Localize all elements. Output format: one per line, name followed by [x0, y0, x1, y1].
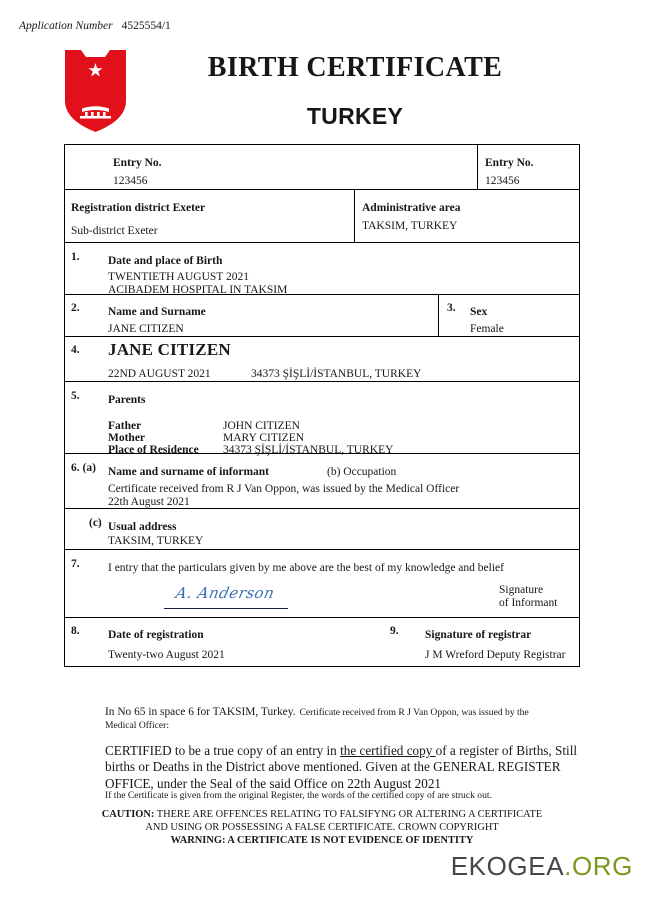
father-value: JOHN CITIZEN: [223, 420, 300, 432]
registrar-value: J M Wreford Deputy Registrar: [425, 649, 566, 661]
no65-small-text: Certificate received from R J Van Oppon, was issued by the: [299, 707, 529, 718]
declaration-statement: I entry that the particulars given by me above are the best of my knowledge and belief: [108, 562, 504, 574]
item-3-label: Sex: [470, 306, 488, 318]
divider: [354, 190, 355, 242]
certified-text-3: or Deaths in the District above mentioned. Given at the GENERAL REGISTER OFFICE, under: [105, 759, 561, 791]
application-number-value: 4525554/1: [121, 20, 171, 32]
entry-no-label: Entry No.: [113, 157, 162, 169]
informant-signature-text: A. Anderson: [174, 584, 277, 602]
divider: [477, 145, 478, 189]
informant-line-1: Certificate received from R J Van Oppon, was issued by the Medical Officer: [108, 483, 460, 495]
row-parents: [65, 382, 579, 454]
no65-paragraph: [105, 702, 583, 733]
entry-no-value-right: 123456: [485, 175, 520, 187]
caution-bold-label: CAUTION:: [101, 809, 155, 820]
place-of-residence-value: 34373 ŞİŞLİ/İSTANBUL, TURKEY: [223, 444, 394, 456]
certificate-table: [64, 144, 580, 667]
ekogea-logo-tld: .ORG: [564, 851, 633, 881]
item-7-number: 7.: [71, 558, 80, 570]
registration-date-value: 22ND AUGUST 2021: [108, 368, 211, 380]
registration-place-value: 34373 ŞİŞLİ/İSTANBUL, TURKEY: [251, 368, 422, 380]
certified-text-4: the Seal of the said Office on 22th August 2021: [190, 775, 442, 791]
item-8-label: Date of registration: [108, 629, 204, 641]
row-registered-name: [65, 337, 579, 382]
divider: [438, 295, 439, 336]
item-6a-number: 6. (a): [71, 462, 96, 474]
item-3-number: 3.: [447, 302, 456, 314]
ekogea-logo: [451, 851, 633, 882]
signature-rule: [164, 608, 288, 609]
administrative-area-label: Administrative area: [362, 202, 461, 214]
caution-line-1: [64, 808, 580, 821]
item-6a-label: Name and surname of informant: [108, 466, 269, 478]
certified-paragraph: [105, 743, 583, 792]
item-1-number: 1.: [71, 251, 80, 263]
caution-text-1: THERE ARE OFFENCES RELATING TO FALSIFYNG OR ALTERING A CERTIFICATE: [154, 809, 543, 820]
item-1-label: Date and place of Birth: [108, 255, 223, 267]
item-4-number: 4.: [71, 344, 80, 356]
certified-underlined: the certified copy: [340, 743, 436, 758]
row-name-and-sex: [65, 295, 579, 337]
ekogea-logo-name: EKOGEA: [450, 851, 565, 881]
informant-line-2: 22th August 2021: [108, 496, 190, 508]
sex-value: Female: [470, 323, 504, 335]
birth-date-value: TWENTIETH AUGUST 2021: [108, 271, 249, 283]
mother-label: Mother: [108, 432, 146, 444]
row-usual-address: [65, 509, 579, 550]
registration-district-label: Registration district Exeter: [71, 202, 206, 214]
registered-name-value: JANE CITIZEN: [108, 340, 231, 359]
sub-district-value: Sub-district Exeter: [71, 225, 158, 237]
certified-text-1: CERTIFIED to be a true copy of an entry in: [105, 743, 341, 758]
item-2-label: Name and Surname: [108, 306, 206, 318]
row-date-place-of-birth: [65, 243, 579, 295]
item-9-number: 9.: [390, 625, 399, 637]
entry-no-value: 123456: [113, 175, 148, 187]
item-9-label: Signature of registrar: [425, 629, 532, 641]
usual-address-value: TAKSIM, TURKEY: [108, 535, 204, 547]
application-number-label: Application Number: [19, 20, 113, 32]
row-declaration: [65, 550, 579, 618]
no65-main-text: In No 65 in space 6 for TAKSIM, Turkey.: [105, 706, 296, 718]
warning-line: WARNING: A CERTIFICATE IS NOT EVIDENCE OF IDENTITY: [170, 835, 474, 847]
entry-no-label-right: Entry No.: [485, 157, 534, 169]
place-of-residence-label: Place of Residence: [108, 444, 199, 456]
turkey-coat-of-arms-icon: [63, 46, 128, 134]
usual-address-label: Usual address: [108, 521, 177, 533]
struck-out-note: If the Certificate is given from the original Register, the words of the certified copy of are struck out.: [105, 790, 492, 801]
country-title: TURKEY: [306, 103, 404, 129]
name-value: JANE CITIZEN: [108, 323, 184, 335]
occupation-label: (b) Occupation: [327, 466, 397, 478]
item-6c-number: (c): [89, 517, 102, 529]
date-of-registration-value: Twenty-two August 2021: [108, 649, 225, 661]
page-title: BIRTH CERTIFICATE: [207, 52, 503, 83]
father-label: Father: [108, 420, 142, 432]
item-8-number: 8.: [71, 625, 80, 637]
administrative-area-value: TAKSIM, TURKEY: [362, 220, 458, 232]
row-entry-no: [65, 145, 579, 190]
row-registration-and-registrar: [65, 618, 579, 666]
caution-line-2: AND USING OR POSSESSING A FALSE CERTIFICATE. CROWN COPYRIGHT: [145, 822, 499, 834]
certified-text-2: of a register of Births, Still births: [105, 743, 578, 775]
caution-block: [64, 808, 580, 848]
application-number-line: [19, 20, 171, 32]
no65-small-text-2: Medical Officer:: [105, 720, 170, 731]
signature-label-line-2: of Informant: [499, 597, 558, 609]
item-5-number: 5.: [71, 390, 80, 402]
mother-value: MARY CITIZEN: [223, 432, 305, 444]
item-5-label: Parents: [108, 394, 146, 406]
row-registration-district: [65, 190, 579, 243]
birth-place-value: ACIBADEM HOSPITAL IN TAKSIM: [108, 284, 288, 296]
item-2-number: 2.: [71, 302, 80, 314]
signature-label-line-1: Signature: [499, 584, 544, 596]
row-informant: [65, 454, 579, 509]
